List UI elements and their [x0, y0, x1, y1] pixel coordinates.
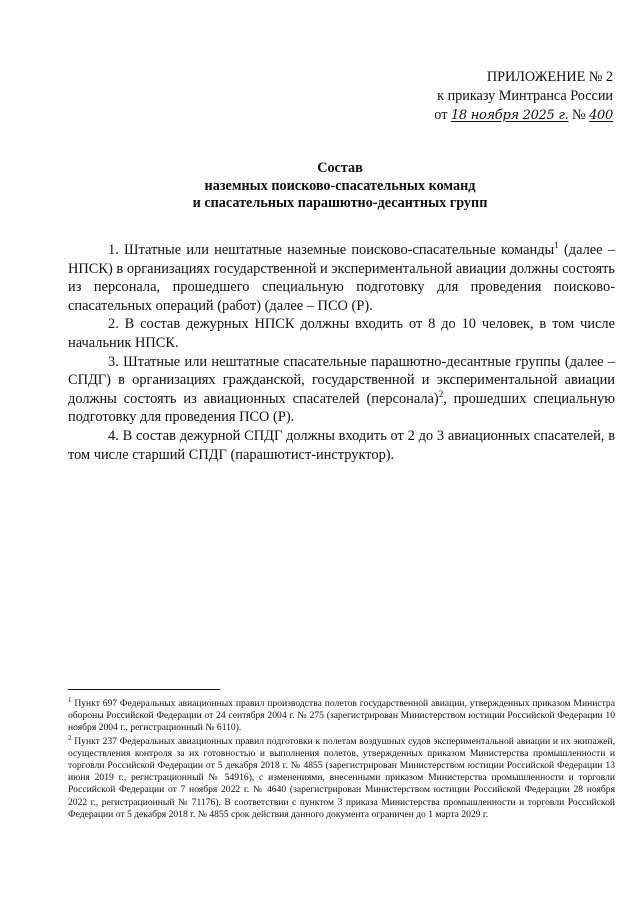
number-prefix: № [571, 107, 586, 123]
paragraph-1 [68, 241, 615, 315]
footnote-1-mark: 1 [68, 695, 72, 704]
paragraph-1-text: 1. Штатные или нештатные наземные поисково-спасательные команды [108, 242, 555, 258]
appendix-date-line [373, 106, 613, 125]
footnote-1 [68, 695, 615, 735]
title-line-2: наземных поисково-спасательных команд [204, 177, 476, 194]
paragraph-3 [68, 353, 615, 427]
footnote-ref-2: 2 [438, 388, 444, 399]
title-line-1: Состав [317, 160, 363, 176]
footnote-2 [68, 733, 615, 821]
appendix-header [373, 68, 613, 125]
footnote-1-text: Пункт 697 Федеральных авиационных правил производства полетов государственной авиации, утвержденных приказом Министра обороны Российской Федерации от 24 сентября 2004 г. № 275 (зарегистрирован Министерством юстиции Российской Федерации 10 ноября 2004 г., регистрационный № 6110). [68, 698, 615, 734]
appendix-order-reference: к приказу Минтранса России [437, 88, 613, 104]
footnote-2-mark: 2 [68, 733, 72, 742]
paragraph-3-text: 3. Штатные или нештатные спасательные парашютно-десантные группы (далее – СПДГ) в организациях гражданской, государственной и экспериментальной авиации должны состоять из авиационных спасателей (персонала) [68, 353, 615, 407]
document-body [68, 241, 615, 464]
paragraph-1-rest: (далее – НПСК) в организациях государственной и экспериментальной авиации должны состоять из персонала, прошедшего специальную подготовку для проведения поисково-спасательных операций (работ) (далее – ПСО (Р). [68, 242, 615, 314]
paragraph-4: 4. В состав дежурной СПДГ должны входить от 2 до 3 авиационных спасателей, в том числе старший СПДГ (парашютист-инструктор). [68, 427, 615, 463]
footnote-ref-1: 1 [554, 240, 559, 251]
footnote-divider [68, 689, 220, 690]
paragraph-3-rest: , прошедших специальную подготовку для проведения ПСО (Р). [68, 390, 615, 426]
appendix-title: ПРИЛОЖЕНИЕ № 2 [486, 69, 613, 85]
handwritten-date: 18 ноября 2025 г. [450, 108, 569, 123]
handwritten-number: 400 [589, 108, 613, 123]
paragraph-2: 2. В состав дежурных НПСК должны входить от 8 до 10 человек, в том числе начальник НПСК. [68, 316, 615, 351]
footnote-2-text: Пункт 237 Федеральных авиационных правил подготовки к полетам воздушных судов экспериментальной авиации и их экипажей, осуществления контроля за их готовностью и выполнения полетов, утвержденных приказом Министерства промышленности и торговли Российской Федерации от 5 декабря 2018 г. № 4855 (зарегистрирован Министерством юстиции Российской Федерации 13 июня 2019 г., регистрационный № 54916), с изменениями, внесенными приказом Министерства промышленности и торговли Российской Федерации от 7 ноября 2022 г. № 4640 (зарегистрирован Министерством юстиции Российской Федерации 28 ноября 2022 г., регистрационный № 71176). В соответствии с пунктом 3 приказа Министерства промышленности и торговли Российской Федерации от 5 декабря 2018 г. № 4855 срок действия данного документа ограничен до 1 марта 2029 г. [68, 735, 615, 820]
title-line-3: и спасательных парашютно-десантных групп [192, 195, 488, 211]
date-prefix: от [434, 107, 448, 123]
footnotes [68, 695, 615, 822]
document-title [60, 160, 620, 213]
